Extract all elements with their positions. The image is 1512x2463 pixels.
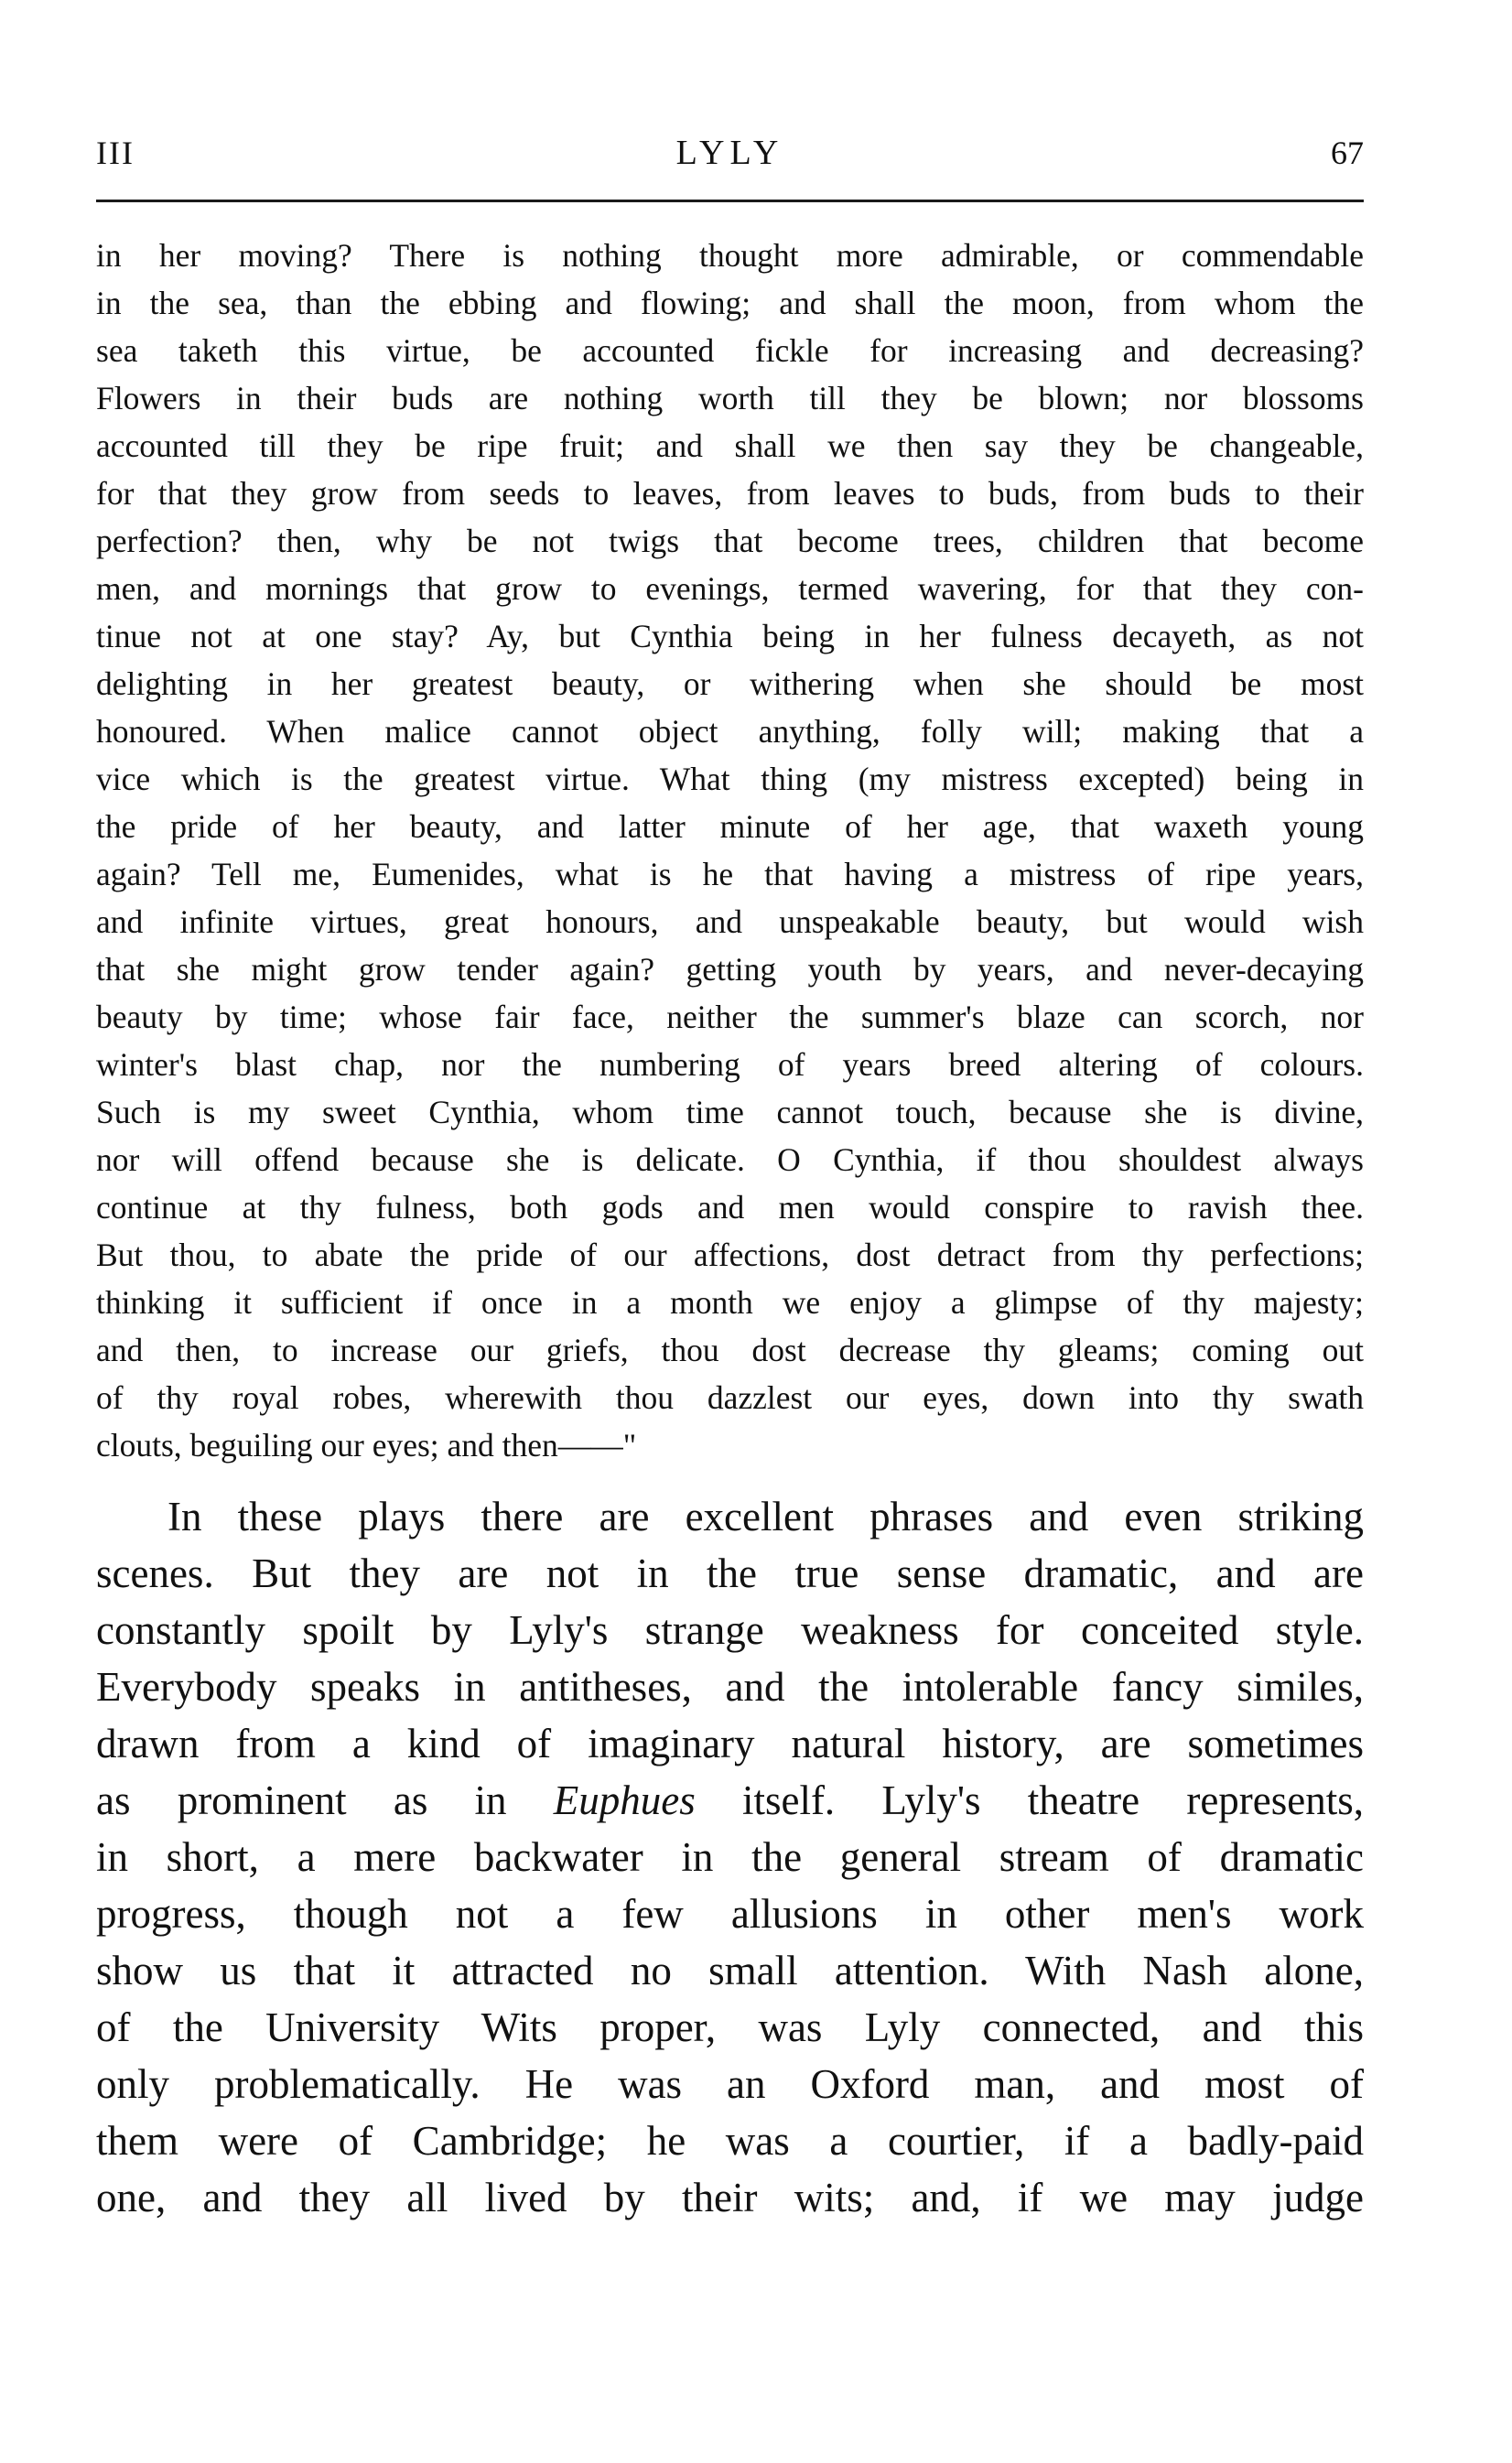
quotation-block [96,232,1364,1469]
quote-line: men, and mornings that grow to evenings, termed wavering, for that they con- [96,570,1364,607]
book-title-euphues: Euphues [553,1777,696,1823]
quote-line: and infinite virtues, great honours, and unspeakable beauty, but would wish [96,903,1364,940]
paragraph-line: one, and they all lived by their wits; and, if we may judge [96,2175,1364,2220]
paragraph-line: In these plays there are excellent phrases and even striking [167,1494,1364,1539]
header-rule [96,200,1364,202]
paragraph-line: Everybody speaks in antitheses, and the intolerable fancy similes, [96,1664,1364,1710]
running-title: LYLY [675,134,784,172]
quote-line: tinue not at one stay? Ay, but Cynthia being in her fulness decayeth, as not [96,618,1364,654]
quote-line: perfection? then, why be not twigs that become trees, children that become [96,523,1364,559]
chapter-number: III [96,135,135,171]
quote-line: Flowers in their buds are nothing worth till they be blown; nor blossoms [96,380,1364,416]
body-paragraph [96,1488,1364,2226]
paragraph-line: constantly spoilt by Lyly's strange weakness for conceited style. [96,1607,1364,1653]
text-after-title: itself. Lyly's theatre represents, [695,1777,1364,1823]
quote-line: that she might grow tender again? getting youth by years, and never-decaying [96,951,1364,988]
quote-line: beauty by time; whose fair face, neither the summer's blaze can scorch, nor [96,999,1364,1035]
quote-line: But thou, to abate the pride of our affections, dost detract from thy perfections; [96,1237,1364,1273]
quote-line: vice which is the greatest virtue. What thing (my mistress excepted) being in [96,761,1364,797]
running-head [96,130,1364,176]
paragraph-line: of the University Wits proper, was Lyly connected, and this [96,2004,1364,2050]
paragraph-line: them were of Cambridge; he was a courtier, if a badly-paid [96,2118,1364,2164]
quote-line: delighting in her greatest beauty, or withering when she should be most [96,665,1364,702]
quote-line: honoured. When malice cannot object anything, folly will; making that a [96,713,1364,750]
quote-line: continue at thy fulness, both gods and men would conspire to ravish thee. [96,1189,1364,1226]
quote-line: thinking it sufficient if once in a month we enjoy a glimpse of thy majesty; [96,1284,1364,1321]
page-number: 67 [1331,135,1364,171]
quote-line: accounted till they be ripe fruit; and shall we then say they be changeable, [96,427,1364,464]
quote-line: and then, to increase our griefs, thou dost decrease thy gleams; coming out [96,1332,1364,1368]
paragraph-line: only problematically. He was an Oxford man, and most of [96,2061,1364,2107]
quote-line: clouts, beguiling our eyes; and then——" [96,1427,637,1464]
quote-line: Such is my sweet Cynthia, whom time cannot touch, because she is divine, [96,1094,1364,1130]
quote-line: the pride of her beauty, and latter minute of her age, that waxeth young [96,808,1364,845]
paragraph-line: in short, a mere backwater in the general stream of dramatic [96,1834,1364,1880]
paragraph-line-with-title [96,1772,1364,1829]
text-before-title: as prominent as in [96,1777,554,1823]
paragraph-line: scenes. But they are not in the true sense dramatic, and are [96,1550,1364,1596]
quote-line: winter's blast chap, nor the numbering of years breed altering of colours. [96,1046,1364,1083]
paragraph-line: show us that it attracted no small attention. With Nash alone, [96,1948,1364,1993]
quote-line: for that they grow from seeds to leaves, from leaves to buds, from buds to their [96,475,1364,512]
quote-line: of thy royal robes, wherewith thou dazzlest our eyes, down into thy swath [96,1379,1364,1416]
quote-line: sea taketh this virtue, be accounted fickle for increasing and decreasing? [96,332,1364,369]
quote-line: nor will offend because she is delicate. O Cynthia, if thou shouldest always [96,1141,1364,1178]
paragraph-line: drawn from a kind of imaginary natural history, are sometimes [96,1721,1364,1766]
quote-line: in her moving? There is nothing thought more admirable, or commendable [96,237,1364,274]
quote-line: in the sea, than the ebbing and flowing; and shall the moon, from whom the [96,285,1364,321]
paragraph-line: progress, though not a few allusions in other men's work [96,1891,1364,1937]
quote-line: again? Tell me, Eumenides, what is he that having a mistress of ripe years, [96,856,1364,892]
